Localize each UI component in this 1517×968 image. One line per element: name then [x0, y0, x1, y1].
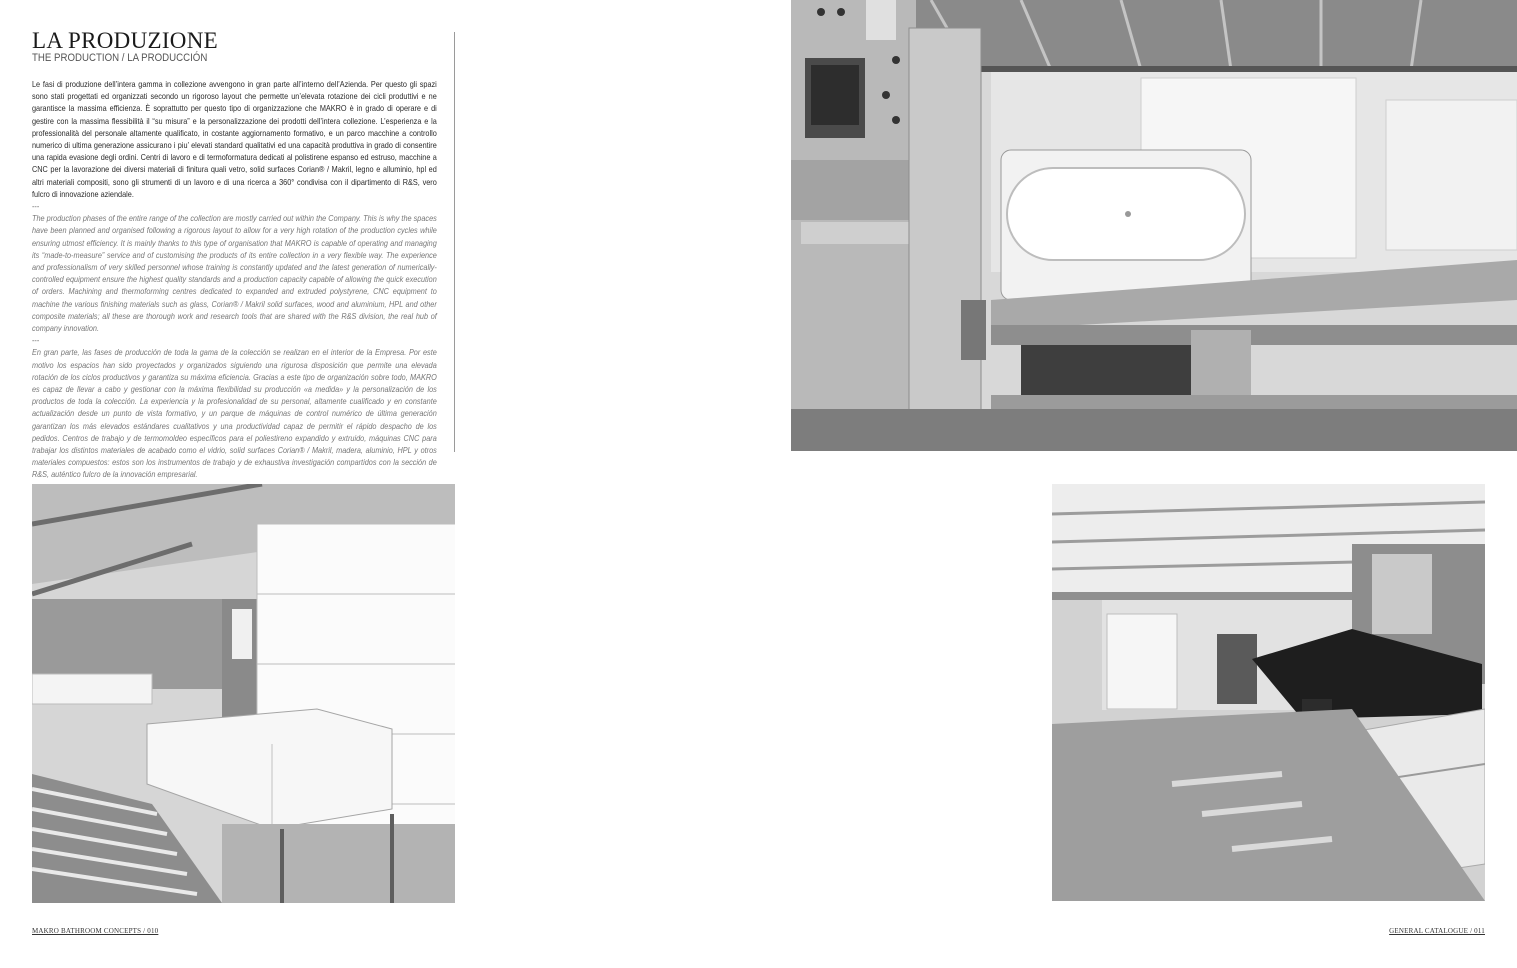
footer-left-folio: MAKRO BATHROOM CONCEPTS / 010	[32, 927, 159, 935]
separator: ---	[32, 201, 40, 212]
separator: ---	[32, 335, 40, 346]
italian-paragraph: Le fasi di produzione dell’intera gamma in collezione avvengono in gran parte all’interno dell’Azienda. Per questo gli spazi sono stati progettati ed organizzati secondo un rigoroso layout che permette un’elevata rotazione dei cicli produttivi e ne garantisce la massima efficienza. È soprattutto per questo tipo di organizzazione che MAKRO è in grado di operare e di gestire con la massima flessibilità il “su misura” e la personalizzazione dei prodotti dell’intera collezione. L’esperienza e la professionalità del personale altamente qualificato, in costante aggiornamento formativo, e un parco macchine a controllo numerico di ultima generazione assicurano i piu’ elevati standard qualitativi ed una capacità produttiva in grado di consentire una rapida evasione degli ordini. Centri di lavoro e di termoformatura dedicati al polistirene espanso ed estruso, macchine a CNC per la lavorazione dei diversi materiali di finitura quali vetro, solid surfaces Corian® / Makril, legno e alluminio, hpl ed altri materiali compositi, sono gli strumenti di un lavoro e di una ricerca a 360° condivisa con il dipartimento di R&S, vero fulcro di innovazione aziendale.	[32, 79, 437, 199]
bathtub-machining-photo	[791, 0, 1517, 451]
footer-right-folio: GENERAL CATALOGUE / 011	[1389, 927, 1485, 935]
column-divider	[454, 32, 455, 452]
spanish-paragraph: En gran parte, las fases de producción de toda la gama de la colección se realizan en el interior de la Empresa. Por este motivo los espacios han sido proyectados y organizados siguiendo una rigurosa disposición que permite una elevada rotación de los ciclos productivos y garantiza su máxima eficiencia. Gracias a este tipo de organización sobre todo, MAKRO es capaz de llevar a cabo y gestionar con la máxima flexibilidad su producción «a medida» y la personalización de los productos de toda la colección. La experiencia y la profesionalidad de su personal, altamente cualificado y en constante actualización desde un punto de vista formativo, y un parque de máquinas de control numérico de última generación garantizan los más elevados estándares cualitativos y una productividad capaz de permitir el rápido despacho de los pedidos. Centros de trabajo y de termomoldeo específicos para el poliestireno expandido y extruido, máquinas CNC para trabajar los distintos materiales de acabado como el vidrio, solid surfaces Corian® / Makril, madera, aluminio, HPL y otros materiales compuestos: estos son los instrumentos de trabajo y de exhaustiva investigación compartidos con la sección de R&S, auténtico fulcro de la innovación empresarial.	[32, 347, 437, 480]
page-subtitle: THE PRODUCTION / LA PRODUCCIÓN	[32, 52, 208, 64]
english-paragraph: The production phases of the entire range of the collection are mostly carried out within the Company. This is why the spaces have been planned and organised following a rigorous layout to allow for a very high rotation of the production cycles while ensuring utmost efficiency. It is mainly thanks to this type of organisation that MAKRO is capable of operating and managing its “made-to-measure” service and of customising the products of its entire collection in a very flexible way. The experience and professionalism of very skilled personnel whose training is constantly updated and the latest generation of numerically-controlled equipment ensure the highest quality standards and a production capacity capable of allowing the quick execution of orders. Machining and thermoforming centres dedicated to expanded and extruded polystyrene, CNC equipment to machine the various finishing materials such as glass, Corian® / Makril solid surfaces, wood and aluminium, HPL and other composite materials; all these are thorough work and research tools that are shared with the R&S division, the real hub of company innovation.	[32, 213, 437, 334]
polystyrene-blocks-photo	[32, 484, 455, 903]
page-title: LA PRODUZIONE	[32, 28, 218, 53]
body-text-column	[32, 78, 437, 481]
cnc-machine-photo	[1052, 484, 1485, 901]
